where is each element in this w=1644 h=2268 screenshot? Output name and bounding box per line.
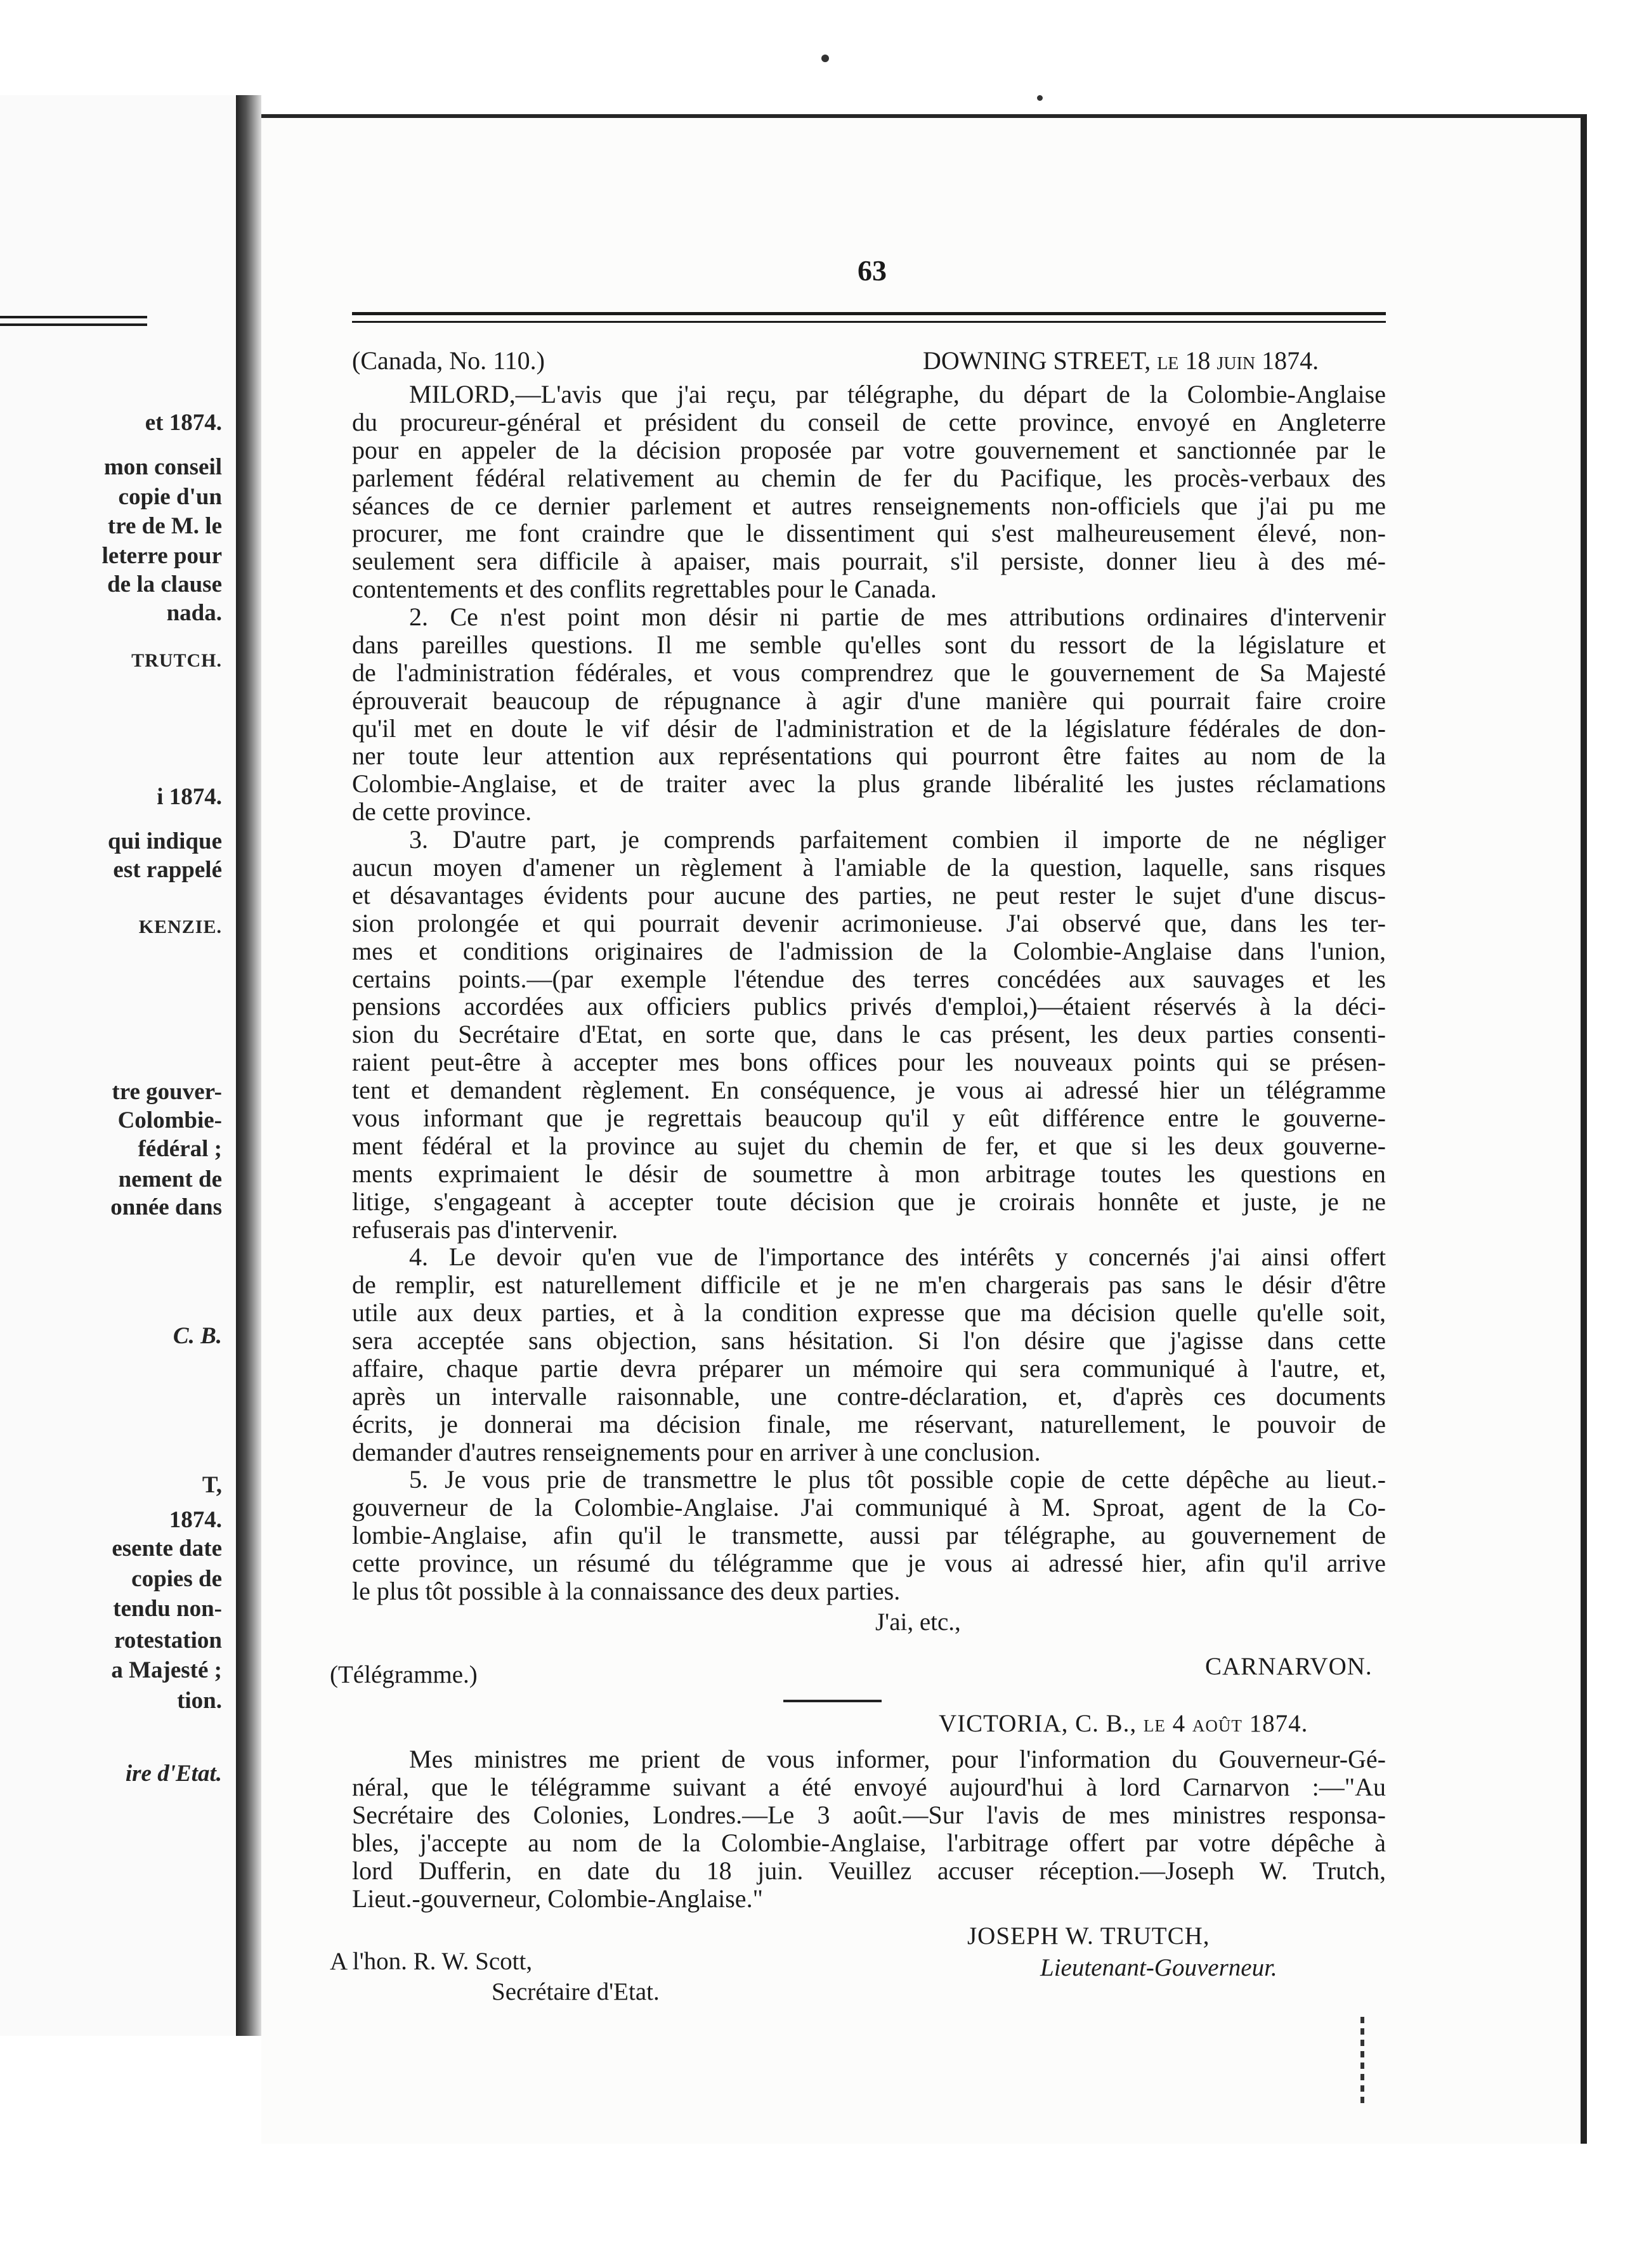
left-page-line: nement de — [118, 1166, 222, 1192]
letter-line: séances de ce dernier parlement et autres renseignements non-officiels que j'ai pu me — [352, 492, 1386, 520]
letter-signature: CARNARVON. — [1205, 1653, 1373, 1680]
letter-line: contentements et des conflits regrettables pour le Canada. — [352, 575, 937, 603]
letter-line: ner toute leur attention aux représentations qui pourront être faites au nom de la — [352, 741, 1386, 770]
left-page-line: esente date — [112, 1535, 222, 1561]
left-page-line: Colombie- — [117, 1107, 222, 1133]
telegram-line: Secrétaire des Colonies, Londres.—Le 3 août.—Sur l'avis de mes ministres responsa- — [352, 1801, 1386, 1829]
letter-line: certains points.—(par exemple l'étendue des terres concédées aux sauvages et les — [352, 965, 1386, 993]
left-page-line: qui indique — [108, 828, 222, 854]
left-page-line: ire d'Etat. — [125, 1761, 222, 1787]
letter-line: de l'administration fédérales, et vous comprendrez que le gouvernement de Sa Majesté — [352, 658, 1386, 687]
left-page-line: tre gouver- — [112, 1079, 222, 1105]
left-page-line: TRUTCH. — [131, 650, 222, 671]
left-page-line: est rappelé — [113, 857, 222, 883]
letter-place-date: DOWNING STREET, le 18 juin 1874. — [923, 346, 1319, 375]
letter-line: de cette province. — [352, 797, 532, 826]
left-page-line: onnée dans — [110, 1194, 222, 1220]
left-page-line: copie d'un — [118, 484, 222, 510]
letter-line: MILORD,—L'avis que j'ai reçu, par télégraphe, du départ de la Colombie-Anglaise — [409, 380, 1386, 408]
letter-line: cette province, un résumé du télégramme que je vous ai adressé hier, afin qu'il arrive — [352, 1549, 1386, 1577]
letter-line: affaire, chaque partie devra préparer un mémoire qui sera communiqué à l'autre, et, — [352, 1354, 1386, 1383]
left-page-line: de la clause — [107, 571, 222, 597]
telegram-line: Mes ministres me prient de vous informer, pour l'information du Gouverneur-Gé- — [409, 1745, 1386, 1773]
letter-line: gouverneur de la Colombie-Anglaise. J'ai communiqué à M. Sproat, agent de la Co- — [352, 1493, 1386, 1522]
letter-line: 3. D'autre part, je comprends parfaitement combien il importe de ne négliger — [409, 825, 1386, 854]
letter-line: seulement sera difficile à apaiser, mais pourrait, s'il persiste, donner lieu à des mé- — [352, 547, 1386, 575]
letter-line: aucun moyen d'amener un règlement à l'amiable de la question, laquelle, sans risques — [352, 853, 1386, 882]
letter-line: pour en appeler de la décision proposée par votre gouvernement et sanctionnée par le — [352, 436, 1386, 464]
left-page-line: nada. — [166, 600, 222, 626]
letter-line: écrits, je donnerai ma décision finale, me réservant, naturellement, le pouvoir de — [352, 1410, 1386, 1438]
telegram-line: lord Dufferin, en date du 18 juin. Veuillez accuser réception.—Joseph W. Trutch, — [352, 1856, 1386, 1885]
scan-speck — [821, 55, 829, 62]
scan-mark — [1360, 2017, 1364, 2106]
left-page-line: i 1874. — [157, 784, 222, 810]
left-page-line: a Majesté ; — [111, 1657, 222, 1683]
addressee-line2: Secrétaire d'Etat. — [492, 1978, 660, 2005]
left-page-line: et 1874. — [145, 410, 222, 436]
telegram-line: Lieut.-gouverneur, Colombie-Anglaise." — [352, 1884, 763, 1913]
left-page-line: tendu non- — [113, 1596, 222, 1622]
letter-line: après un intervalle raisonnable, une contre-déclaration, et, d'après ces documents — [352, 1382, 1386, 1411]
header-rule-bottom — [352, 321, 1386, 323]
letter-line: pensions accordées aux officiers publics privés d'emploi,)—étaient réservés à la déci- — [352, 992, 1386, 1020]
telegram-place-date: VICTORIA, C. B., le 4 août 1874. — [939, 1710, 1308, 1737]
letter-line: sion du Secrétaire d'Etat, en sorte que, dans le cas présent, les deux parties consenti- — [352, 1020, 1386, 1048]
letter-line: 2. Ce n'est point mon désir ni partie de mes attributions ordinaires d'intervenir — [409, 603, 1386, 631]
left-page-line: tion. — [177, 1688, 222, 1714]
letter-line: Colombie-Anglaise, et de traiter avec la plus grande libéralité les justes réclamations — [352, 769, 1386, 798]
letter-line: sion prolongée et qui pourrait devenir acrimonieuse. J'ai observé que, dans les ter- — [352, 909, 1386, 937]
left-page-line: tre de M. le — [107, 513, 222, 539]
left-page-line: copies de — [131, 1566, 222, 1592]
left-page-line: leterre pour — [101, 543, 222, 569]
letter-line: tent et demandent règlement. En conséquence, je vous ai adressé hier un télégramme — [352, 1076, 1386, 1104]
letter-line: litige, s'engageant à accepter toute décision que je croirais honnête et juste, je ne — [352, 1187, 1386, 1216]
telegram-label: (Télégramme.) — [330, 1661, 478, 1688]
header-rule-top — [352, 312, 1386, 315]
letter-line: 5. Je vous prie de transmettre le plus tôt possible copie de cette dépêche au lieut.- — [409, 1465, 1386, 1494]
letter-line: éprouverait beaucoup de répugnance à agir d'une manière qui pourrait faire croire — [352, 686, 1386, 715]
telegram-line: néral, que le télégramme suivant a été envoyé aujourd'hui à lord Carnarvon :—"Au — [352, 1773, 1386, 1801]
signer-title: Lieutenant-Gouverneur. — [1040, 1954, 1277, 1981]
letter-line: mes et conditions originaires de l'admission de la Colombie-Anglaise dans l'union, — [352, 937, 1386, 965]
left-page-line: C. B. — [173, 1323, 222, 1349]
left-page-rule — [0, 323, 147, 326]
section-divider — [783, 1700, 882, 1702]
letter-line: 4. Le devoir qu'en vue de l'importance des intérêts y concernés j'ai ainsi offert — [409, 1242, 1386, 1271]
letter-line: demander d'autres renseignements pour en arriver à une conclusion. — [352, 1438, 1041, 1466]
letter-line: utile aux deux parties, et à la condition expresse que ma décision quelle qu'elle soit, — [352, 1298, 1386, 1327]
letter-line: dans pareilles questions. Il me semble qu'elles sont du ressort de la législature et — [352, 630, 1386, 659]
letter-line: lombie-Anglaise, afin qu'il le transmette, aussi par télégraphe, au gouvernement de — [352, 1521, 1386, 1549]
signer-name: JOSEPH W. TRUTCH, — [967, 1922, 1210, 1950]
letter-line: vous informant que je regrettais beaucoup qu'il y eût différence entre le gouverne- — [352, 1104, 1386, 1132]
letter-line: ment fédéral et la province au sujet du chemin de fer, et que si les deux gouverne- — [352, 1131, 1386, 1160]
letter-line: ments exprimaient le désir de soumettre à mon arbitrage toutes les questions en — [352, 1159, 1386, 1188]
left-page-fragment — [0, 95, 240, 2036]
left-page-line: T, — [202, 1472, 222, 1498]
left-page-line: fédéral ; — [138, 1136, 222, 1162]
left-page-rule — [0, 316, 147, 318]
letter-line: du procureur-général et président du conseil de cette province, envoyé en Angleterre — [352, 408, 1386, 436]
addressee-line1: A l'hon. R. W. Scott, — [330, 1948, 533, 1975]
letter-line: procurer, me font craindre que le dissentiment qui s'est malheureusement élevé, non- — [352, 519, 1386, 547]
letter-line: et désavantages évidents pour aucune des parties, ne peut rester le sujet d'une discus- — [352, 881, 1386, 909]
left-page-line: 1874. — [169, 1507, 222, 1533]
page-gutter-shadow — [236, 95, 261, 2036]
letter-reference: (Canada, No. 110.) — [352, 346, 545, 375]
letter-line: sera acceptée sans objection, sans hésitation. Si l'on désire que j'agisse dans cette — [352, 1326, 1386, 1355]
letter-closing: J'ai, etc., — [875, 1608, 961, 1636]
letter-line: refuserais pas d'intervenir. — [352, 1215, 618, 1244]
letter-line: de remplir, est naturellement difficile et je ne m'en chargerais pas sans le désir d'être — [352, 1270, 1386, 1299]
left-page-line: KENZIE. — [138, 916, 222, 937]
telegram-line: bles, j'accepte au nom de la Colombie-Anglaise, l'arbitrage offert par votre dépêche à — [352, 1828, 1386, 1857]
scan-speck — [1037, 95, 1043, 101]
letter-line: raient peut-être à accepter mes bons offices pour les nouveaux points qui se présen- — [352, 1048, 1386, 1076]
left-page-line: rotestation — [114, 1627, 222, 1653]
letter-line: le plus tôt possible à la connaissance des deux parties. — [352, 1577, 901, 1605]
left-page-line: mon conseil — [103, 454, 222, 480]
page-number: 63 — [858, 254, 887, 287]
letter-line: qu'il met en doute le vif désir de l'administration et de la législature fédérales de don- — [352, 714, 1386, 743]
letter-line: parlement fédéral relativement au chemin de fer du Pacifique, les procès-verbaux des — [352, 464, 1386, 492]
